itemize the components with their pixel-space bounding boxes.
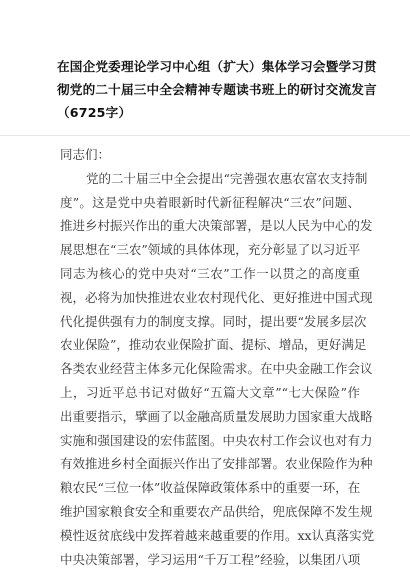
body-line: 模性返贫底线中发挥着越来越重要的作用。xx认真落实党 [60,527,375,543]
body-line: 农业保险”，推动农业保险扩面、提标、增品，更好满足 [60,337,367,353]
body-line: 代化提供强有力的制度支撑。同时，提出要“发展多层次 [60,313,367,329]
body-line: 展思想在“三农”领域的具体体现，充分彰显了以习近平 [60,242,361,258]
body-line: 各类农业经营主体多元化保险需求。在中央金融工作会议 [60,361,373,377]
document-title [57,55,377,124]
title-line-1: 在国企党委理论学习中心组（扩大）集体学习会暨学习贯 [57,59,377,74]
body-line: 实施和强国建设的宏伟蓝图。中央农村工作会议也对有力 [60,432,373,448]
body-line: 度”。这是党中央着眼新时代新征程解决“三农”问题、 [60,194,360,210]
body-line: 有效推进乡村全面振兴作出了安排部署。农业保险作为种 [60,456,373,472]
body-line: 维护国家粮食安全和重要农产品供给，兜底保障不发生规 [60,503,373,519]
title-line-2: 彻党的二十届三中全会精神专题读书班上的研讨交流发言 [57,82,377,97]
body-line: 出重要指示，擘画了以金融高质量发展助力国家重大战略 [60,408,373,424]
document-body [60,143,375,571]
title-line-3: （6725字） [57,105,132,120]
body-line: 同志为核心的党中央对“三农”工作一以贯之的高度重 [60,265,360,281]
body-line: 中央决策部署，学习运用“千万工程”经验，以集团八项 [60,551,361,567]
body-line: 粮农民“三位一体”收益保障政策体系中的重要一环，在 [60,480,361,496]
body-line: 党的二十届三中全会提出“完善强农惠农富农支持制 [86,170,368,186]
title-divider [0,135,410,136]
body-line: 上，习近平总书记对做好“五篇大文章”“七大保险”作 [60,384,360,400]
body-line: 推进乡村振兴作出的重大决策部署，是以人民为中心的发 [60,218,373,234]
salutation: 同志们： [60,147,111,162]
body-line: 视，必将为加快推进农业农村现代化、更好推进中国式现 [60,289,373,305]
